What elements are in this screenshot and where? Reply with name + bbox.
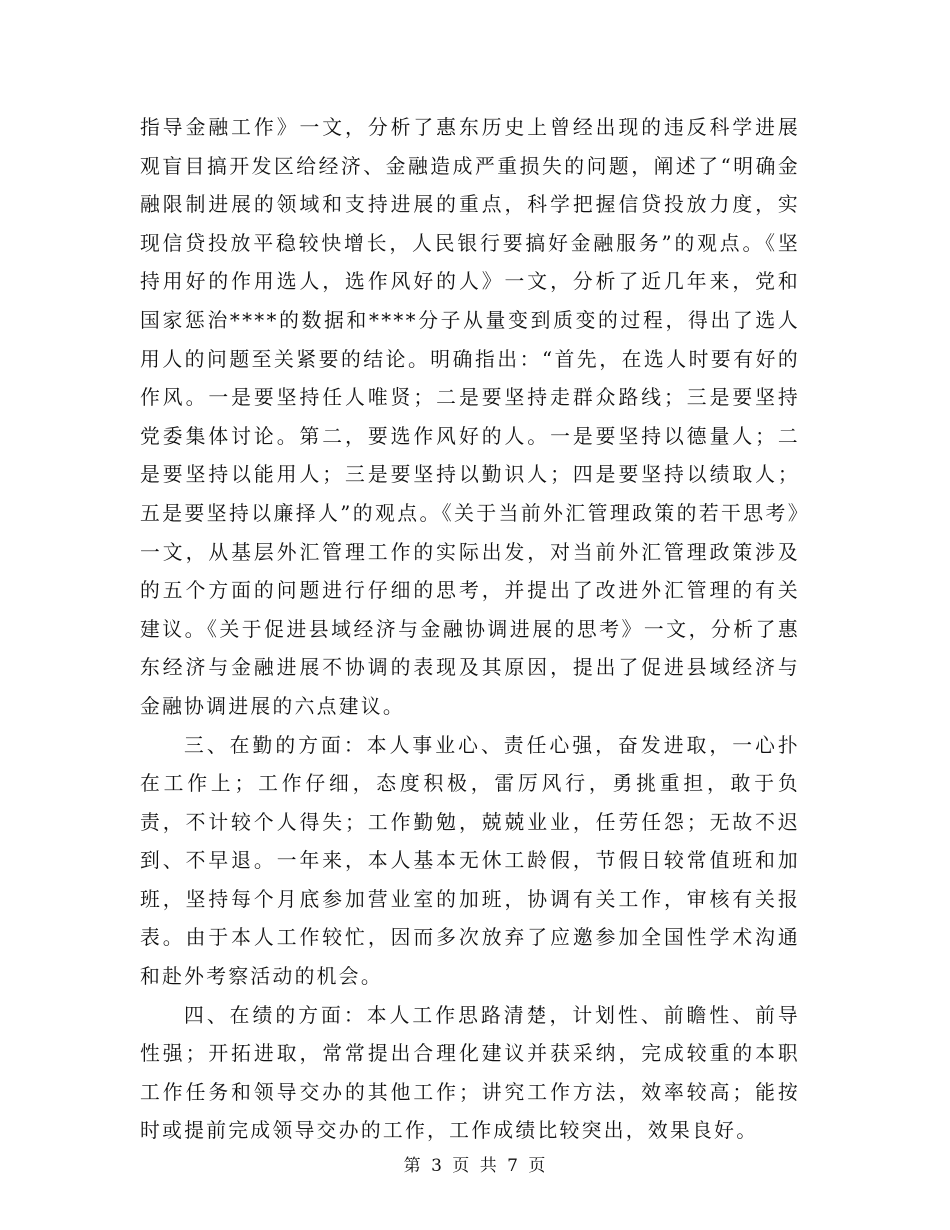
body-text <box>140 109 800 1151</box>
page-footer: 第 3 页 共 7 页 <box>403 1156 547 1176</box>
paragraph-continuation: 指导金融工作》一文，分析了惠东历史上曾经出现的违反科学进展观盲目搞开发区给经济、金融造成严重损失的问题，阐述了“明确金融限制进展的领域和支持进展的重点，科学把握信贷投放力度，实现信贷投放平稳较快增长，人民银行要搞好金融服务”的观点。《坚持用好的作用选人，选作风好的人》一文，分析了近几年来，党和国家惩治****的数据和****分子从量变到质变的过程，得出了选人用人的问题至关紧要的结论。明确指出：“首先，在选人时要有好的作风。一是要坚持任人唯贤；二是要坚持走群众路线；三是要坚持党委集体讨论。第二，要选作风好的人。一是要坚持以德量人；二是要坚持以能用人；三是要坚持以勤识人；四是要坚持以绩取人；五是要坚持以廉择人”的观点。《关于当前外汇管理政策的若干思考》一文，从基层外汇管理工作的实际出发，对当前外汇管理政策涉及的五个方面的问题进行仔细的思考，并提出了改进外汇管理的有关建议。《关于促进县域经济与金融协调进展的思考》一文，分析了惠东经济与金融进展不协调的表现及其原因，提出了促进县域经济与金融协调进展的六点建议。 <box>140 116 800 718</box>
paragraph-diligence: 三、在勤的方面：本人事业心、责任心强，奋发进取，一心扑在工作上；工作仔细，态度积极，雷厉风行，勇挑重担，敢于负责，不计较个人得失；工作勤勉，兢兢业业，任劳任怨；无故不迟到、不早退。一年来，本人基本无休工龄假，节假日较常值班和加班，坚持每个月底参加营业室的加班，协调有关工作，审核有关报表。由于本人工作较忙，因而多次放弃了应邀参加全国性学术沟通和赴外考察活动的机会。 <box>140 733 800 989</box>
paragraph-performance: 四、在绩的方面：本人工作思路清楚，计划性、前瞻性、前导性强；开拓进取，常常提出合理化建议并获采纳，完成较重的本职工作任务和领导交办的其他工作；讲究工作方法，效率较高；能按时或提前完成领导交办的工作，工作成绩比较突出，效果良好。 <box>140 1003 800 1143</box>
